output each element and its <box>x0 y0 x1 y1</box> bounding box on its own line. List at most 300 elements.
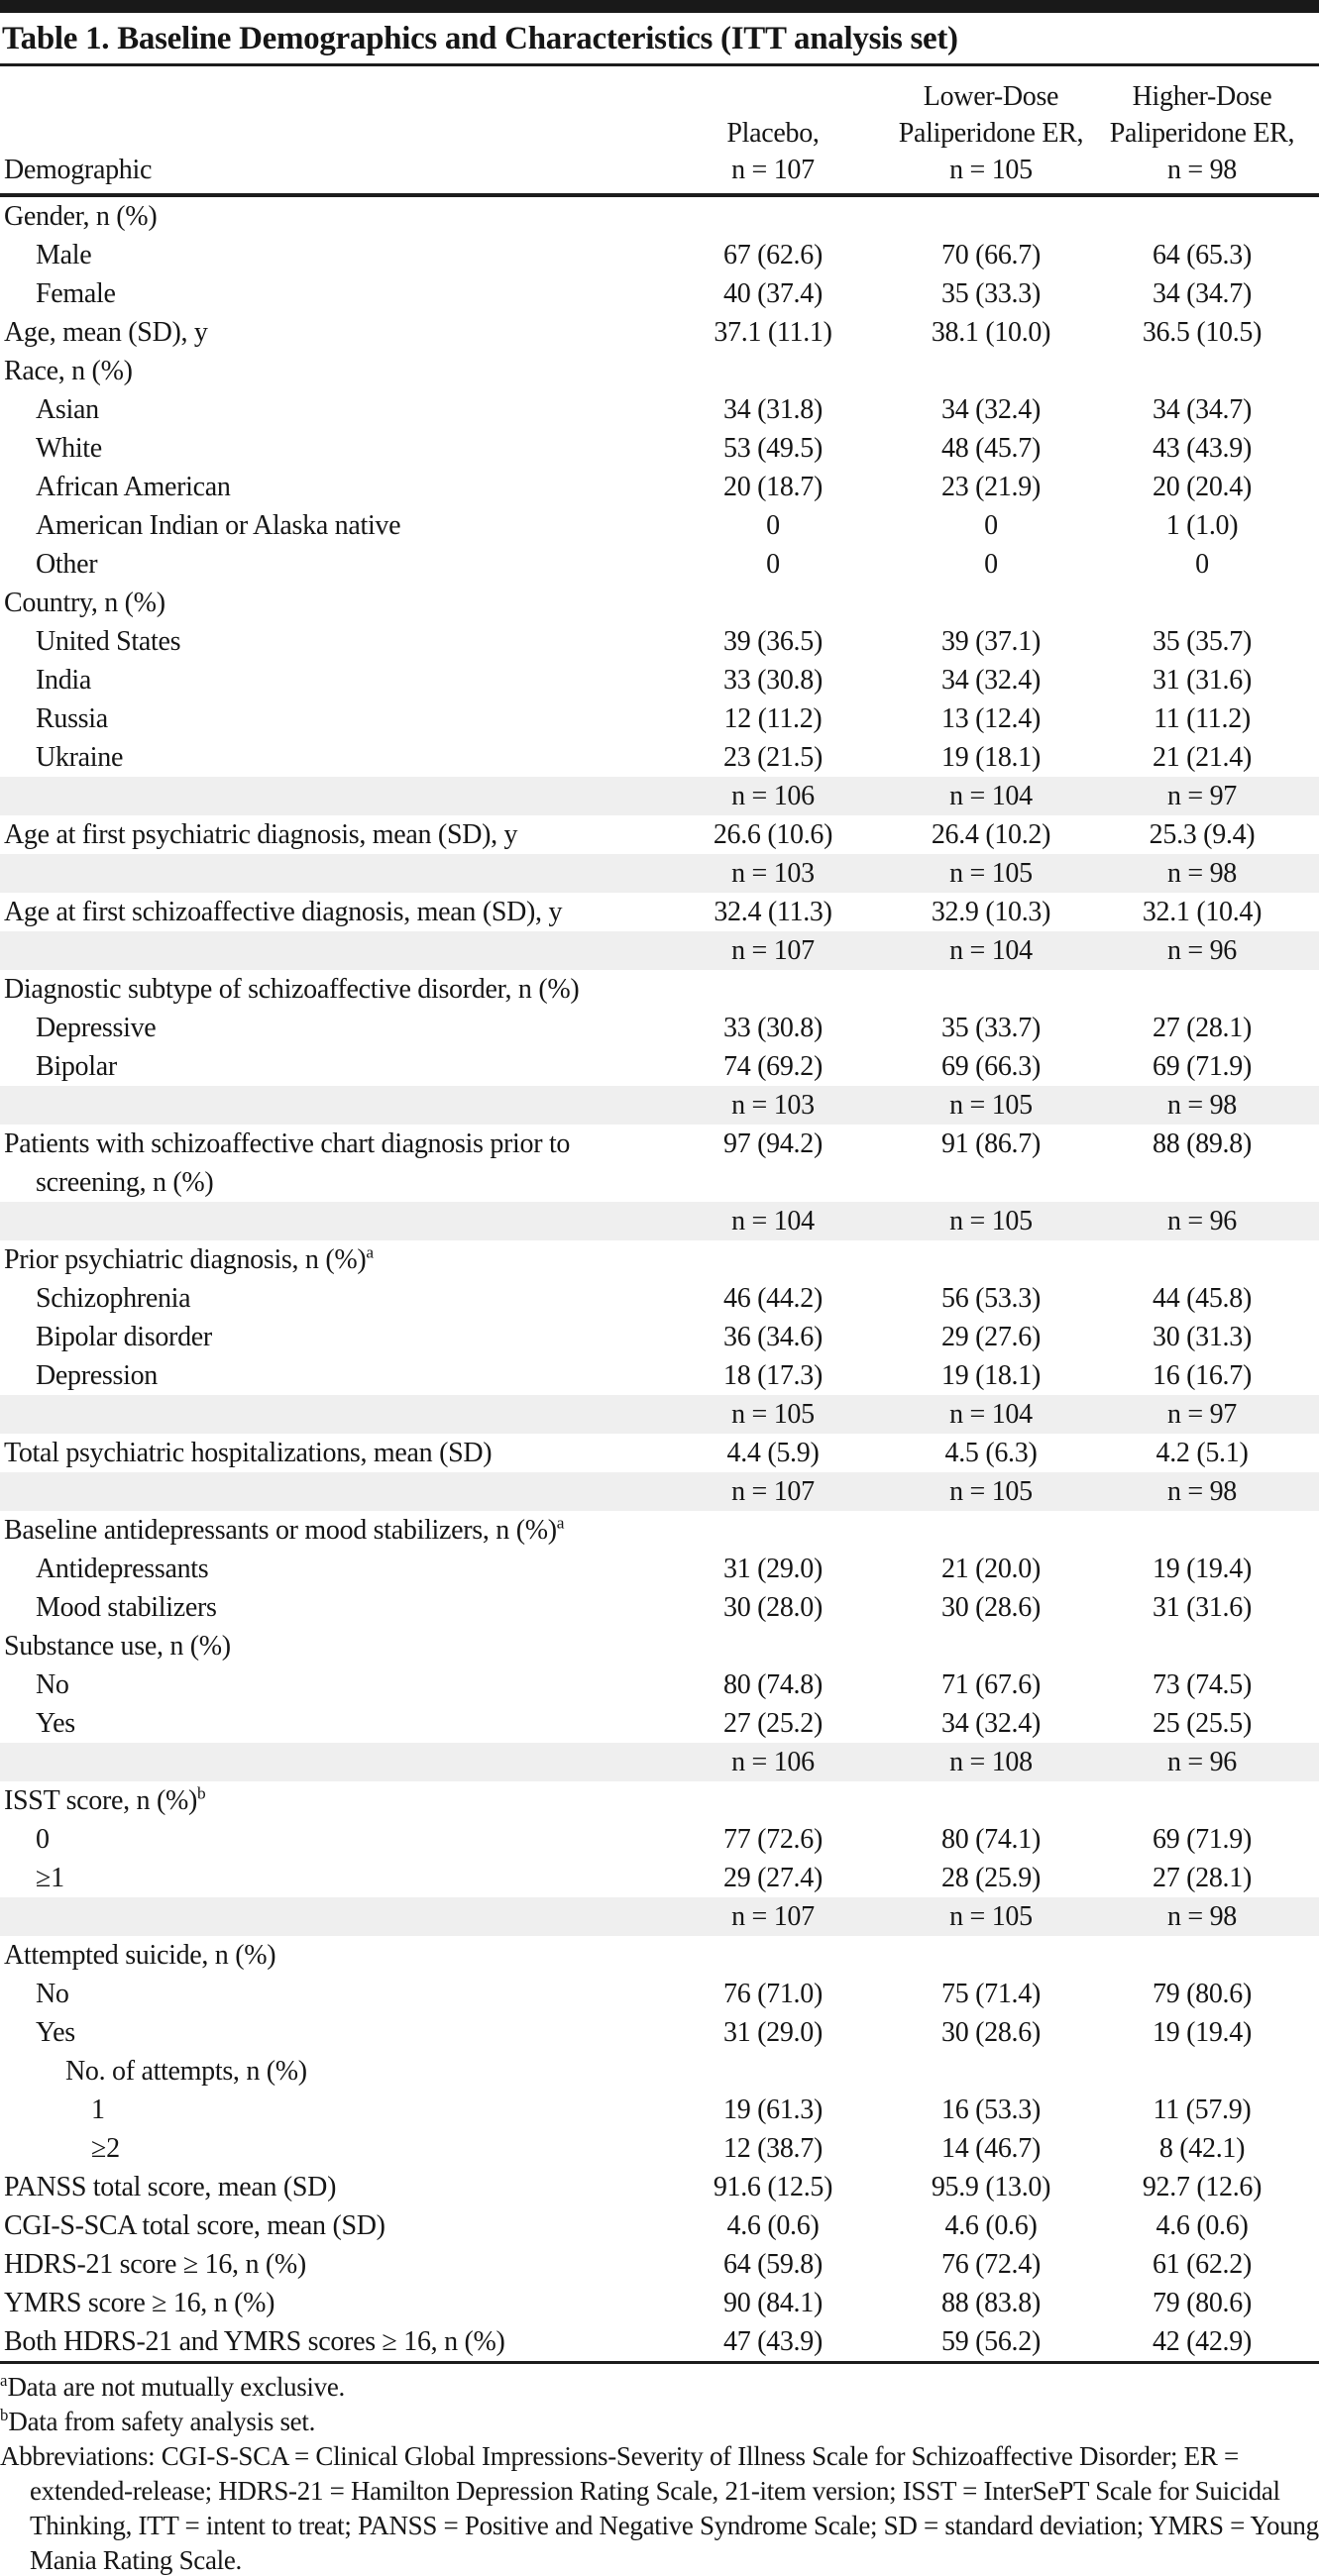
group-header-line: Higher-Dose <box>1132 81 1272 112</box>
cell-value: 64 (59.8) <box>723 2249 823 2280</box>
row-label: ISST score, n (%)$^b$ <box>4 1783 206 1816</box>
cell-value: 11 (11.2) <box>1154 703 1251 734</box>
cell-value: n = 107 <box>731 1901 815 1932</box>
cell-value: 48 (45.7) <box>941 433 1041 464</box>
cell-value: 44 (45.8) <box>1153 1283 1252 1314</box>
cell-value: 30 (28.6) <box>941 2017 1041 2048</box>
cell-value: 20 (20.4) <box>1153 472 1252 502</box>
cell-value <box>897 2052 1085 2091</box>
table-row <box>0 1936 1319 1975</box>
row-label: India <box>36 665 92 696</box>
cell-value: 53 (49.5) <box>723 433 823 464</box>
cell-value: 4.6 (0.6) <box>944 2210 1038 2241</box>
row-label: Asian <box>36 394 99 425</box>
row-label: ≥1 <box>36 1863 64 1893</box>
cell-value: 12 (11.2) <box>723 703 823 734</box>
row-label: HDRS-21 score ≥ 16, n (%) <box>4 2249 306 2280</box>
cell-value <box>897 584 1085 622</box>
table-row <box>0 468 1319 506</box>
cell-value: 25 (25.5) <box>1153 1708 1252 1739</box>
table-row <box>0 893 1319 931</box>
row-label: White <box>36 433 102 464</box>
table-row <box>0 2013 1319 2052</box>
table-row <box>0 2206 1319 2245</box>
row-label: Race, n (%) <box>4 356 133 386</box>
sample-size-row <box>0 1202 1319 1240</box>
sample-size-row <box>0 777 1319 815</box>
cell-value: 39 (36.5) <box>723 626 823 657</box>
footnote-marker: a <box>366 1242 375 1262</box>
cell-value: 12 (38.7) <box>723 2133 823 2164</box>
footnote-marker: b <box>197 1783 206 1803</box>
cell-value: n = 96 <box>1167 935 1237 966</box>
footnote-marker: a <box>0 2371 8 2390</box>
row-label: Depressive <box>36 1013 157 1043</box>
cell-value: 29 (27.6) <box>941 1322 1041 1352</box>
cell-value: 76 (72.4) <box>941 2249 1041 2280</box>
cell-value <box>1085 2052 1319 2091</box>
cell-value: 92.7 (12.6) <box>1142 2172 1263 2202</box>
cell-value: 31 (31.6) <box>1153 665 1252 696</box>
footnote <box>0 2370 1319 2405</box>
cell-value <box>649 1511 897 1550</box>
cell-value: n = 106 <box>731 1747 815 1777</box>
row-label <box>0 1897 649 1936</box>
row-label: PANSS total score, mean (SD) <box>4 2172 337 2202</box>
cell-value: 13 (12.4) <box>941 703 1041 734</box>
table-row <box>0 1356 1319 1395</box>
cell-value: n = 98 <box>1167 1090 1237 1121</box>
cell-value: 30 (28.0) <box>723 1592 823 1623</box>
group-header-line: Placebo, <box>726 118 820 149</box>
row-label: Russia <box>36 703 108 734</box>
table-row <box>0 506 1319 545</box>
row-label: Schizophrenia <box>36 1283 191 1314</box>
cell-value: 34 (34.7) <box>1153 278 1252 309</box>
row-label: 0 <box>36 1824 50 1855</box>
row-label <box>0 931 649 970</box>
cell-value: 70 (66.7) <box>941 240 1041 270</box>
cell-value: 23 (21.9) <box>941 472 1041 502</box>
row-label: Yes <box>36 1708 75 1739</box>
table-row <box>0 1511 1319 1550</box>
cell-value: n = 104 <box>949 1399 1033 1430</box>
cell-value: 61 (62.2) <box>1153 2249 1252 2280</box>
row-label: American Indian or Alaska native <box>36 510 401 541</box>
cell-value: n = 105 <box>949 1901 1033 1932</box>
cell-value: 47 (43.9) <box>723 2326 823 2357</box>
footnote-text: Data from safety analysis set. <box>8 2407 316 2436</box>
table-row <box>0 2091 1319 2129</box>
table-row <box>0 195 1319 236</box>
cell-value: n = 105 <box>949 1206 1033 1236</box>
cell-value: 23 (21.5) <box>723 742 823 773</box>
row-label: Baseline antidepressants or mood stabilizers, n (%)$^a$ <box>4 1513 565 1546</box>
cell-value <box>897 970 1085 1009</box>
cell-value: 69 (66.3) <box>941 1051 1041 1082</box>
row-label: Prior psychiatric diagnosis, n (%)$^a$ <box>4 1242 375 1275</box>
cell-value: 20 (18.7) <box>723 472 823 502</box>
abbreviations-note <box>0 2439 1319 2576</box>
cell-value: 34 (32.4) <box>941 394 1041 425</box>
table-row <box>0 1665 1319 1704</box>
footnotes <box>0 2364 1319 2576</box>
table-row <box>0 1627 1319 1665</box>
cell-value: 34 (32.4) <box>941 1708 1041 1739</box>
cell-value: 42 (42.9) <box>1153 2326 1252 2357</box>
cell-value <box>1085 195 1319 236</box>
cell-value <box>649 970 897 1009</box>
group-header-line: Paliperidone ER, <box>1109 118 1295 149</box>
cell-value: 79 (80.6) <box>1153 1979 1252 2009</box>
cell-value: 0 <box>984 549 998 580</box>
cell-value: 0 <box>1195 549 1209 580</box>
table-row <box>0 274 1319 313</box>
cell-value <box>897 1627 1085 1665</box>
cell-value: n = 103 <box>731 1090 815 1121</box>
cell-value: 27 (28.1) <box>1153 1013 1252 1043</box>
table-row <box>0 1279 1319 1318</box>
cell-value: n = 105 <box>949 1476 1033 1507</box>
cell-value: n = 96 <box>1167 1747 1237 1777</box>
cell-value: 69 (71.9) <box>1153 1051 1252 1082</box>
table-row <box>0 738 1319 777</box>
cell-value: 26.4 (10.2) <box>931 819 1051 850</box>
header-row <box>0 66 1319 195</box>
table-row <box>0 2052 1319 2091</box>
cell-value <box>649 1781 897 1820</box>
cell-value: 67 (62.6) <box>723 240 823 270</box>
table-row <box>0 2245 1319 2284</box>
row-label: Mood stabilizers <box>36 1592 217 1623</box>
cell-value <box>649 1627 897 1665</box>
cell-value <box>1085 1627 1319 1665</box>
cell-value: 73 (74.5) <box>1153 1669 1252 1700</box>
cell-value <box>897 195 1085 236</box>
cell-value: 11 (57.9) <box>1153 2094 1252 2125</box>
row-label: Country, n (%) <box>4 588 165 618</box>
cell-value: 4.6 (0.6) <box>1155 2210 1249 2241</box>
table-row <box>0 1434 1319 1472</box>
cell-value: 19 (18.1) <box>941 1360 1041 1391</box>
cell-value: 29 (27.4) <box>723 1863 823 1893</box>
cell-value: 91.6 (12.5) <box>713 2172 833 2202</box>
cell-value: 1 (1.0) <box>1165 510 1239 541</box>
cell-value: n = 107 <box>731 1476 815 1507</box>
table-row <box>0 1550 1319 1588</box>
cell-value: 69 (71.9) <box>1153 1824 1252 1855</box>
row-label: No <box>36 1669 69 1700</box>
cell-value: 28 (25.9) <box>941 1863 1041 1893</box>
cell-value: 21 (20.0) <box>941 1554 1041 1584</box>
table-row <box>0 1009 1319 1047</box>
row-label: Age at first schizoaffective diagnosis, mean (SD), y <box>4 897 563 927</box>
cell-value: 74 (69.2) <box>723 1051 823 1082</box>
table-row <box>0 1240 1319 1279</box>
sample-size-row <box>0 1897 1319 1936</box>
table-row <box>0 1047 1319 1086</box>
cell-value: 19 (19.4) <box>1153 1554 1252 1584</box>
row-label: Patients with schizoaffective chart diagnosis prior to screening, n (%) <box>4 1128 571 1198</box>
cell-value: 19 (18.1) <box>941 742 1041 773</box>
cell-value <box>897 1511 1085 1550</box>
table-header <box>0 66 1319 195</box>
cell-value: 27 (28.1) <box>1153 1863 1252 1893</box>
table-row <box>0 2284 1319 2322</box>
row-label: Age, mean (SD), y <box>4 317 208 348</box>
cell-value <box>649 1240 897 1279</box>
row-label <box>0 1086 649 1125</box>
footnote <box>0 2405 1319 2439</box>
row-label: Depression <box>36 1360 158 1391</box>
row-label: Attempted suicide, n (%) <box>4 1940 276 1971</box>
cell-value: 4.2 (5.1) <box>1155 1438 1249 1468</box>
cell-value: 71 (67.6) <box>941 1669 1041 1700</box>
cell-value <box>1085 970 1319 1009</box>
cell-value: n = 96 <box>1167 1206 1237 1236</box>
table-row <box>0 1975 1319 2013</box>
cell-value: 4.5 (6.3) <box>944 1438 1038 1468</box>
cell-value: 95.9 (13.0) <box>931 2172 1051 2202</box>
cell-value: 77 (72.6) <box>723 1824 823 1855</box>
cell-value: 34 (31.8) <box>723 394 823 425</box>
cell-value: 26.6 (10.6) <box>713 819 833 850</box>
row-label <box>0 1395 649 1434</box>
cell-value: 90 (84.1) <box>723 2288 823 2318</box>
cell-value: 39 (37.1) <box>941 626 1041 657</box>
column-header-placebo <box>649 66 897 195</box>
cell-value: 35 (33.7) <box>941 1013 1041 1043</box>
cell-value: 19 (61.3) <box>723 2094 823 2125</box>
cell-value: n = 105 <box>949 858 1033 889</box>
row-label: Total psychiatric hospitalizations, mean (SD) <box>4 1438 493 1468</box>
group-header-line: Paliperidone ER, <box>898 118 1084 149</box>
footnote-marker: a <box>556 1513 565 1533</box>
table-row <box>0 970 1319 1009</box>
cell-value: n = 107 <box>731 935 815 966</box>
cell-value <box>649 195 897 236</box>
cell-value <box>649 584 897 622</box>
row-label <box>0 854 649 893</box>
cell-value: 4.4 (5.9) <box>726 1438 820 1468</box>
cell-value <box>1085 1511 1319 1550</box>
cell-value: 59 (56.2) <box>941 2326 1041 2357</box>
row-label: YMRS score ≥ 16, n (%) <box>4 2288 275 2318</box>
footnote-text: Abbreviations: CGI-S-SCA = Clinical Global Impressions-Severity of Illness Scale for Schizoaffective Disorder; ER = extended-release; HDRS-21 = Hamilton Depression Rating Scale, 21-item version; ISST = InterSePT Scale for Suicidal Thinking, ITT = intent to treat; PANSS = Positive and Negative Syndrome Scale; SD = standard deviation; YMRS = Young Mania Rating Scale. <box>0 2441 1319 2575</box>
row-label: No. of attempts, n (%) <box>65 2056 307 2087</box>
cell-value <box>897 1781 1085 1820</box>
cell-value: 33 (30.8) <box>723 665 823 696</box>
cell-value: 18 (17.3) <box>723 1360 823 1391</box>
group-header-line: Lower-Dose <box>923 81 1059 112</box>
cell-value: n = 98 <box>1167 858 1237 889</box>
footnote-text: Data are not mutually exclusive. <box>7 2372 345 2402</box>
cell-value: 4.6 (0.6) <box>726 2210 820 2241</box>
table-row <box>0 622 1319 661</box>
cell-value: n = 98 <box>1167 1476 1237 1507</box>
table-row <box>0 1704 1319 1743</box>
row-label: CGI-S-SCA total score, mean (SD) <box>4 2210 385 2241</box>
cell-value: 36.5 (10.5) <box>1142 317 1263 348</box>
cell-value: n = 104 <box>949 781 1033 811</box>
row-label: Ukraine <box>36 742 124 773</box>
cell-value: 31 (29.0) <box>723 2017 823 2048</box>
cell-value: 38.1 (10.0) <box>931 317 1051 348</box>
cell-value <box>649 2052 897 2091</box>
table-row <box>0 545 1319 584</box>
cell-value: 14 (46.7) <box>941 2133 1041 2164</box>
row-label: Yes <box>36 2017 75 2048</box>
table-row <box>0 1859 1319 1897</box>
cell-value: 97 (94.2) <box>723 1128 823 1159</box>
row-label: 1 <box>91 2094 105 2125</box>
cell-value: n = 97 <box>1167 1399 1237 1430</box>
table-row <box>0 815 1319 854</box>
row-label: Female <box>36 278 116 309</box>
table-row <box>0 2168 1319 2206</box>
table-row <box>0 2322 1319 2361</box>
row-label: African American <box>36 472 231 502</box>
row-label <box>0 1472 649 1511</box>
table-row <box>0 584 1319 622</box>
footnote-marker: b <box>0 2406 9 2424</box>
cell-value: n = 105 <box>949 1090 1033 1121</box>
row-label: Other <box>36 549 98 580</box>
cell-value: 16 (16.7) <box>1153 1360 1252 1391</box>
cell-value: 80 (74.1) <box>941 1824 1041 1855</box>
cell-value: 80 (74.8) <box>723 1669 823 1700</box>
cell-value: 37.1 (11.1) <box>714 317 832 348</box>
cell-value: 46 (44.2) <box>723 1283 823 1314</box>
cell-value <box>1085 352 1319 390</box>
cell-value <box>897 352 1085 390</box>
table-row <box>0 1588 1319 1627</box>
sample-size-row <box>0 854 1319 893</box>
cell-value: n = 105 <box>731 1399 815 1430</box>
cell-value: 64 (65.3) <box>1153 240 1252 270</box>
cell-value: n = 97 <box>1167 781 1237 811</box>
cell-value: n = 104 <box>949 935 1033 966</box>
row-label: Gender, n (%) <box>4 201 158 232</box>
sample-size-row <box>0 1743 1319 1781</box>
row-label: Male <box>36 240 92 270</box>
cell-value: 79 (80.6) <box>1153 2288 1252 2318</box>
cell-value <box>897 1936 1085 1975</box>
cell-value: 35 (33.3) <box>941 278 1041 309</box>
cell-value: n = 98 <box>1167 1901 1237 1932</box>
cell-value: 33 (30.8) <box>723 1013 823 1043</box>
cell-value: n = 108 <box>949 1747 1033 1777</box>
cell-value: 25.3 (9.4) <box>1149 819 1256 850</box>
sample-size-row <box>0 931 1319 970</box>
cell-value <box>1085 1781 1319 1820</box>
row-label: Bipolar disorder <box>36 1322 212 1352</box>
table-row <box>0 699 1319 738</box>
cell-value: 88 (89.8) <box>1153 1128 1252 1159</box>
cell-value: 75 (71.4) <box>941 1979 1041 2009</box>
demographics-table <box>0 66 1319 2361</box>
table-row <box>0 1318 1319 1356</box>
cell-value: 16 (53.3) <box>941 2094 1041 2125</box>
cell-value: 0 <box>766 510 780 541</box>
table-title: Table 1. Baseline Demographics and Characteristics (ITT analysis set) <box>2 21 958 56</box>
cell-value <box>1085 584 1319 622</box>
row-label <box>0 1202 649 1240</box>
column-header-higher-dose <box>1085 66 1319 195</box>
cell-value: 19 (19.4) <box>1153 2017 1252 2048</box>
row-label: Both HDRS-21 and YMRS scores ≥ 16, n (%) <box>4 2326 505 2357</box>
row-label: Antidepressants <box>36 1554 209 1584</box>
cell-value: 31 (31.6) <box>1153 1592 1252 1623</box>
sample-size-row <box>0 1395 1319 1434</box>
sample-size-row <box>0 1472 1319 1511</box>
cell-value: 0 <box>984 510 998 541</box>
row-label: Bipolar <box>36 1051 117 1082</box>
table-row <box>0 2129 1319 2168</box>
cell-value: 0 <box>766 549 780 580</box>
column-header-lower-dose <box>897 66 1085 195</box>
cell-value: 40 (37.4) <box>723 278 823 309</box>
table-row <box>0 1820 1319 1859</box>
cell-value: 21 (21.4) <box>1153 742 1252 773</box>
cell-value <box>649 1936 897 1975</box>
cell-value: 27 (25.2) <box>723 1708 823 1739</box>
row-label: Substance use, n (%) <box>4 1631 231 1662</box>
cell-value: 30 (31.3) <box>1153 1322 1252 1352</box>
cell-value <box>649 352 897 390</box>
cell-value: 35 (35.7) <box>1153 626 1252 657</box>
cell-value <box>1085 1936 1319 1975</box>
cell-value: 31 (29.0) <box>723 1554 823 1584</box>
cell-value: 91 (86.7) <box>941 1128 1041 1159</box>
row-label: ≥2 <box>91 2133 120 2164</box>
table-row <box>0 1125 1319 1202</box>
row-label <box>0 777 649 815</box>
cell-value: 56 (53.3) <box>941 1283 1041 1314</box>
cell-value: 88 (83.8) <box>941 2288 1041 2318</box>
group-sample-size: n = 98 <box>1167 155 1237 185</box>
cell-value: n = 104 <box>731 1206 815 1236</box>
cell-value <box>1085 1240 1319 1279</box>
cell-value: 32.9 (10.3) <box>931 897 1051 927</box>
cell-value: 34 (34.7) <box>1153 394 1252 425</box>
column-header-demographic: Demographic <box>0 66 649 195</box>
row-label <box>0 1743 649 1781</box>
cell-value: n = 103 <box>731 858 815 889</box>
cell-value: 32.1 (10.4) <box>1142 897 1263 927</box>
row-label: Age at first psychiatric diagnosis, mean (SD), y <box>4 819 518 850</box>
cell-value: 76 (71.0) <box>723 1979 823 2009</box>
cell-value: 43 (43.9) <box>1153 433 1252 464</box>
group-sample-size: n = 105 <box>949 155 1033 185</box>
table-row <box>0 390 1319 429</box>
table-row <box>0 236 1319 274</box>
row-label: No <box>36 1979 69 2009</box>
table-body <box>0 195 1319 2361</box>
row-label: United States <box>36 626 181 657</box>
sample-size-row <box>0 1086 1319 1125</box>
table-row <box>0 313 1319 352</box>
cell-value: 30 (28.6) <box>941 1592 1041 1623</box>
cell-value: 8 (42.1) <box>1158 2133 1246 2164</box>
cell-value: n = 106 <box>731 781 815 811</box>
cell-value: 32.4 (11.3) <box>714 897 832 927</box>
table-row <box>0 429 1319 468</box>
table-row <box>0 1781 1319 1820</box>
table-row <box>0 661 1319 699</box>
cell-value: 36 (34.6) <box>723 1322 823 1352</box>
cell-value <box>897 1240 1085 1279</box>
